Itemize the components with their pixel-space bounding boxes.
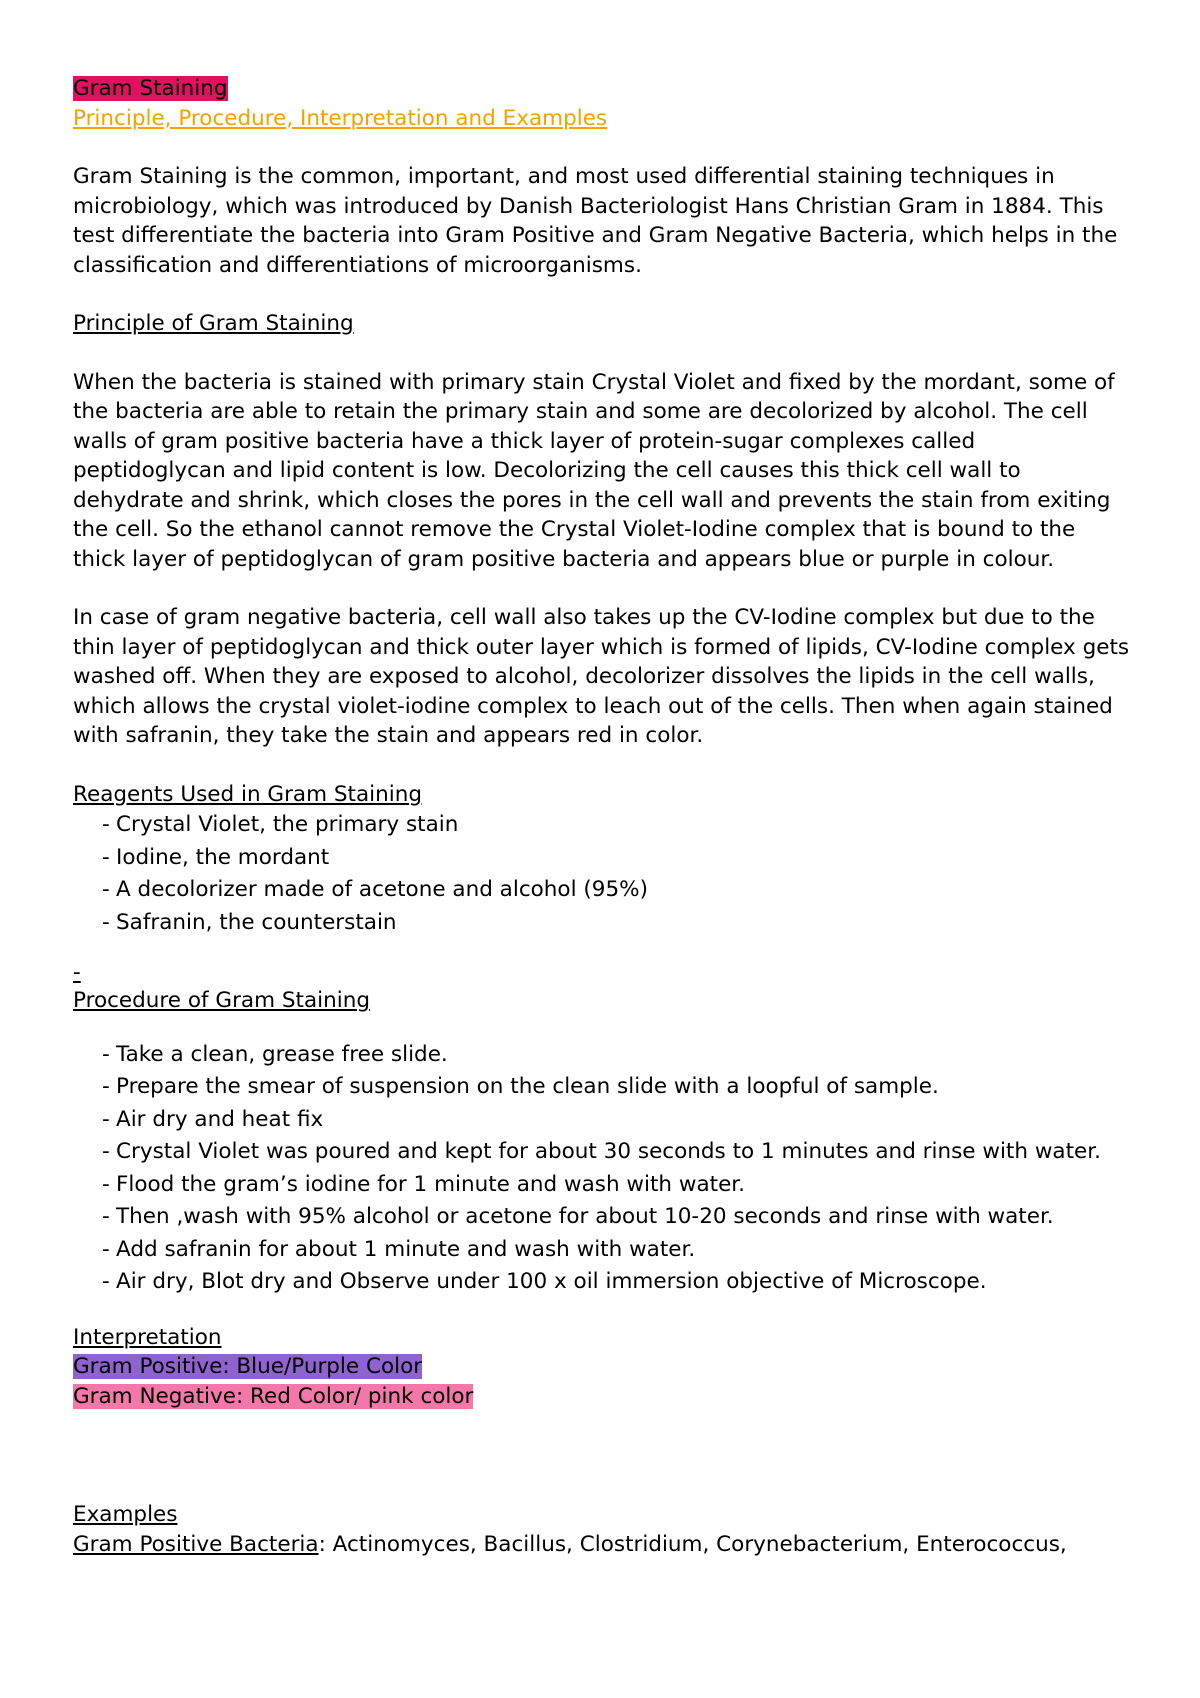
document-title [73,74,1133,104]
list-item: - Take a clean, grease free slide. [102,1039,1133,1072]
principle-paragraph-1: When the bacteria is stained with primary stain Crystal Violet and fixed by the mordant, some of the bacteria are able to retain the primary stain and some are decolorized by alcohol. The cell walls of gram positive bacteria have a thick layer of protein-sugar complexes called peptidoglycan and lipid content is low. Decolorizing the cell causes this thick cell wall to dehydrate and shrink, which closes the pores in the cell wall and prevents the stain from exiting the cell. So the ethanol cannot remove the Crystal Violet-Iodine complex that is bound to the thick layer of peptidoglycan of gram positive bacteria and appears blue or purple in colour. [73,369,1115,572]
positive-highlight: Gram Positive: Blue/Purple Color [73,1354,423,1379]
reagents-heading: Reagents Used in Gram Staining [73,781,422,807]
list-item: - Air dry, Blot dry and Observe under 100 x oil immersion objective of Microscope. [102,1266,1133,1299]
list-item: - Iodine, the mordant [102,842,1133,875]
spacer [73,280,1133,309]
list-item: - A decolorizer made of acetone and alcohol (95%) [102,874,1133,907]
interpretation-negative [73,1382,1133,1412]
spacer [73,1299,1133,1323]
spacer [73,574,1133,603]
list-item: - Then ,wash with 95% alcohol or acetone for about 10-20 seconds and rinse with water. [102,1201,1133,1234]
examples-positive-list: : Actinomyces, Bacillus, Clostridium, Corynebacterium, Enterococcus, [318,1531,1067,1557]
spacer [73,339,1133,368]
spacer [73,751,1133,780]
principle-heading: Principle of Gram Staining [73,311,354,336]
stray-dash: - [73,960,81,985]
list-item: - Safranin, the counterstain [102,907,1133,940]
principle-paragraph-2: In case of gram negative bacteria, cell wall also takes up the CV-Iodine complex but due to the thin layer of peptidoglycan and thick outer layer which is formed of lipids, CV-Iodine complex gets washed off. When they are exposed to alcohol, decolorizer dissolves the lipids in the cell walls, which allows the crystal violet-iodine complex to leach out of the cells. Then when again stained with safranin, they take the stain and appears red in color. [73,605,1130,748]
examples-positive-label: Gram Positive Bacteria [73,1531,319,1557]
intro-paragraph: Gram Staining is the common, important, and most used differential staining techniques in microbiology, which was introduced by Danish Bacteriologist Hans Christian Gram in 1884. This test differentiate the bacteria into Gram Positive and Gram Negative Bacteria, which helps in the classification and differentiations of microorganisms. [73,164,1118,278]
list-item: - Add safranin for about 1 minute and wash with water. [102,1234,1133,1267]
interpretation-positive [73,1352,1133,1382]
list-item: - Flood the gram’s iodine for 1 minute and wash with water. [102,1169,1133,1202]
reagents-list [73,809,1133,939]
negative-highlight: Gram Negative: Red Color/ pink color [73,1383,474,1409]
procedure-list [73,1039,1133,1299]
examples-positive [73,1530,1133,1560]
document-subtitle: Principle, Procedure, Interpretation and Examples [73,105,608,131]
examples-heading: Examples [73,1502,178,1527]
procedure-heading: Procedure of Gram Staining [73,988,370,1013]
list-item: - Prepare the smear of suspension on the clean slide with a loopful of sample. [102,1071,1133,1104]
document-title-text: Gram Staining [73,76,228,101]
list-item: - Crystal Violet, the primary stain [102,809,1133,842]
spacer [73,1016,1133,1039]
spacer [73,939,1133,959]
list-item: - Crystal Violet was poured and kept for about 30 seconds to 1 minutes and rinse with water. [102,1136,1133,1169]
list-item: - Air dry and heat fix [102,1104,1133,1137]
spacer [73,133,1133,162]
document-content [73,74,1133,1559]
interpretation-heading: Interpretation [73,1324,222,1350]
spacer [73,1411,1133,1500]
